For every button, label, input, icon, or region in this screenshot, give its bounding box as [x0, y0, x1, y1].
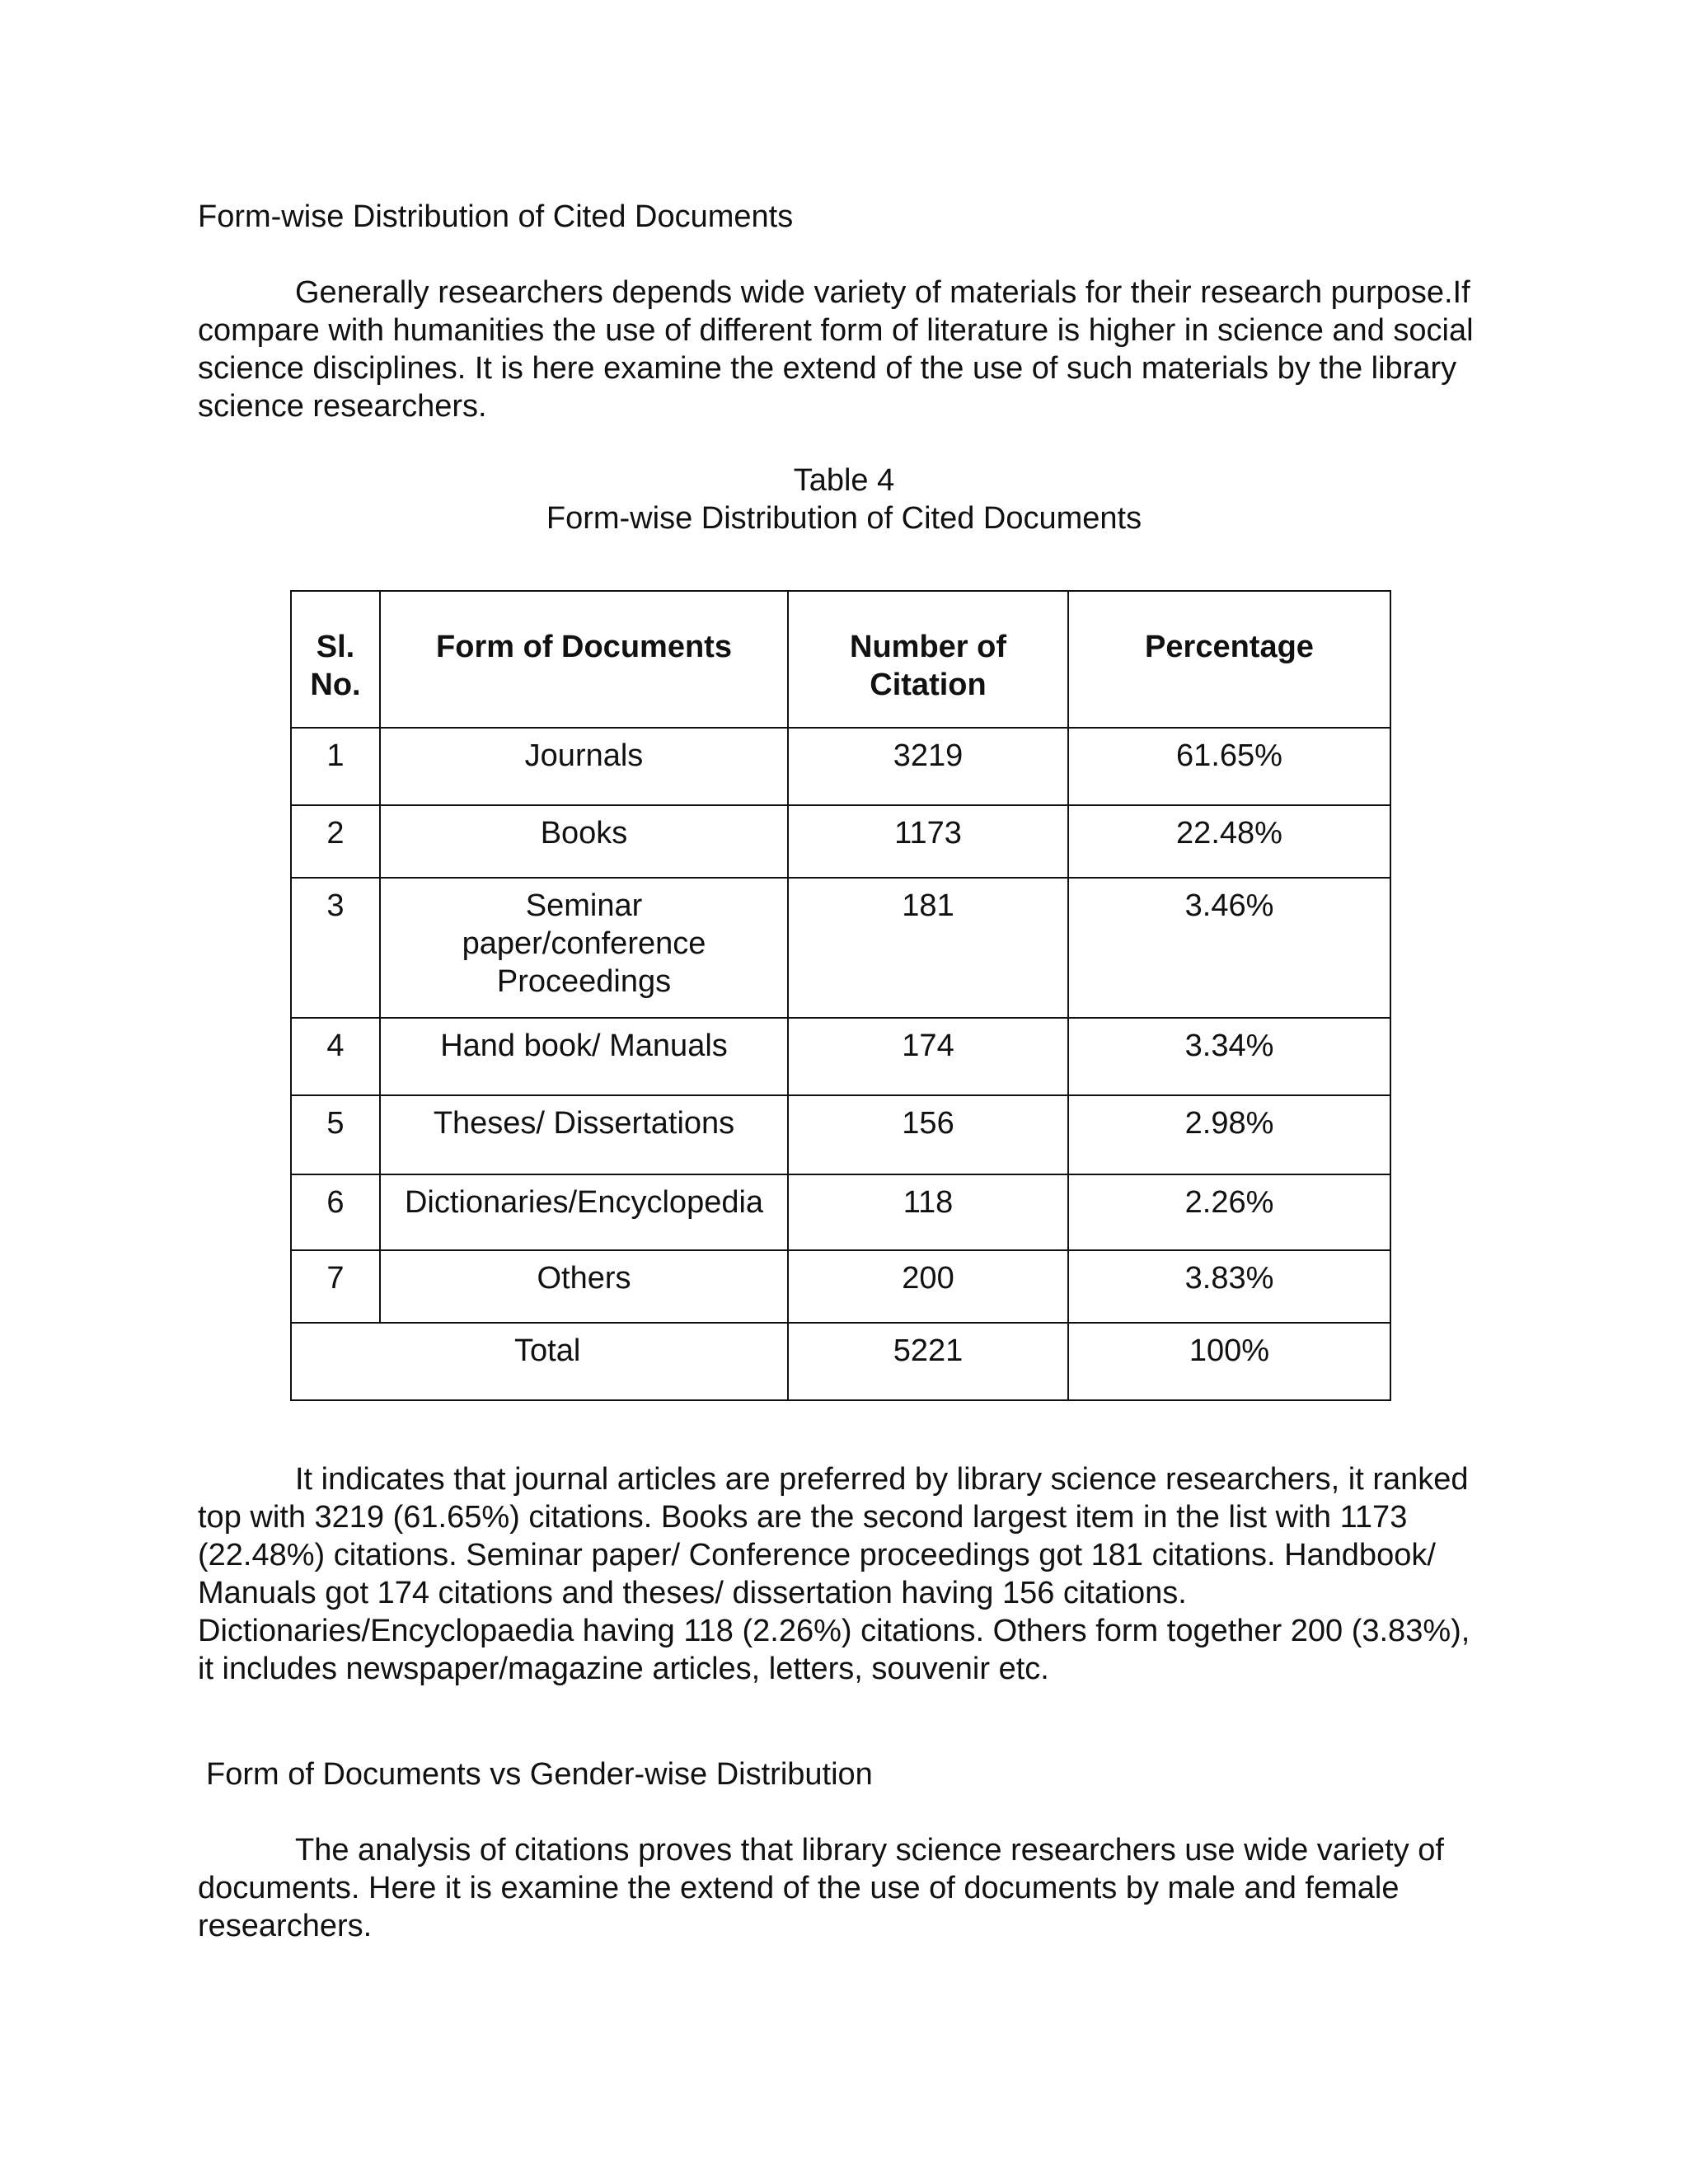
cell-total-percentage: 100% [1068, 1323, 1390, 1400]
cell-sl: 2 [291, 805, 380, 878]
cell-form: Theses/ Dissertations [380, 1095, 788, 1174]
cell-percentage: 3.83% [1068, 1250, 1390, 1323]
cell-form: Hand book/ Manuals [380, 1018, 788, 1095]
cell-sl: 1 [291, 728, 380, 805]
cell-number: 174 [788, 1018, 1068, 1095]
table-row [291, 728, 1390, 805]
table-row [291, 1095, 1390, 1174]
table-header-row [291, 591, 1390, 728]
intro-paragraph: Generally researchers depends wide variety of materials for their research purpose.If compare with humanities the use of different form of literature is higher in science and social science disciplines. It is here examine the extend of the use of such materials by the library science researchers. [198, 275, 1474, 424]
cell-sl: 5 [291, 1095, 380, 1174]
header-number: Number of Citation [788, 591, 1068, 728]
cell-number: 3219 [788, 728, 1068, 805]
table-row [291, 805, 1390, 878]
cell-sl: 7 [291, 1250, 380, 1323]
cell-blank [291, 1323, 380, 1400]
table-row [291, 1250, 1390, 1323]
table-row [291, 1174, 1390, 1250]
table-total-row [291, 1323, 1390, 1400]
table-caption-title: Form-wise Distribution of Cited Documents [546, 501, 1142, 536]
cell-form: Dictionaries/Encyclopedia [380, 1174, 788, 1250]
cell-number: 156 [788, 1095, 1068, 1174]
cell-form: Others [380, 1250, 788, 1323]
cell-form: Seminar paper/conference Proceedings [380, 878, 788, 1018]
cell-number: 200 [788, 1250, 1068, 1323]
cell-form: Journals [380, 728, 788, 805]
cell-percentage: 2.26% [1068, 1174, 1390, 1250]
cell-sl: 3 [291, 878, 380, 1018]
cell-total-label: Total [380, 1323, 788, 1400]
cell-percentage: 22.48% [1068, 805, 1390, 878]
citation-form-table [290, 590, 1391, 1401]
header-form: Form of Documents [380, 591, 788, 728]
header-sl-no: Sl. No. [291, 591, 380, 728]
section-heading-gender: Form of Documents vs Gender-wise Distribution [206, 1757, 873, 1792]
cell-sl: 6 [291, 1174, 380, 1250]
table-row [291, 878, 1390, 1018]
cell-number: 118 [788, 1174, 1068, 1250]
cell-total-number: 5221 [788, 1323, 1068, 1400]
header-percentage: Percentage [1068, 591, 1390, 728]
section-heading: Form-wise Distribution of Cited Documents [198, 199, 794, 234]
cell-form: Books [380, 805, 788, 878]
cell-percentage: 2.98% [1068, 1095, 1390, 1174]
cell-sl: 4 [291, 1018, 380, 1095]
cell-number: 1173 [788, 805, 1068, 878]
table-caption-number: Table 4 [793, 463, 895, 498]
cell-number: 181 [788, 878, 1068, 1018]
discussion-paragraph: It indicates that journal articles are preferred by library science researchers, it ranked top with 3219 (61.65%) citations. Books are the second largest item in the list with 1173 (22.48%) citations. Seminar paper/ Conference proceedings got 181 citations. Handbook/ Manuals got 174 citations and theses/ dissertation having 156 citations. Dictionaries/Encyclopaedia having 118 (2.26%) citations. Others form together 200 (3.83%), it includes newspaper/magazine articles, letters, souvenir etc. [198, 1462, 1470, 1686]
cell-percentage: 3.34% [1068, 1018, 1390, 1095]
gender-intro-paragraph: The analysis of citations proves that library science researchers use wide variety of documents. Here it is examine the extend of the use of documents by male and female researchers. [198, 1833, 1444, 1943]
table-row [291, 1018, 1390, 1095]
cell-percentage: 3.46% [1068, 878, 1390, 1018]
cell-percentage: 61.65% [1068, 728, 1390, 805]
